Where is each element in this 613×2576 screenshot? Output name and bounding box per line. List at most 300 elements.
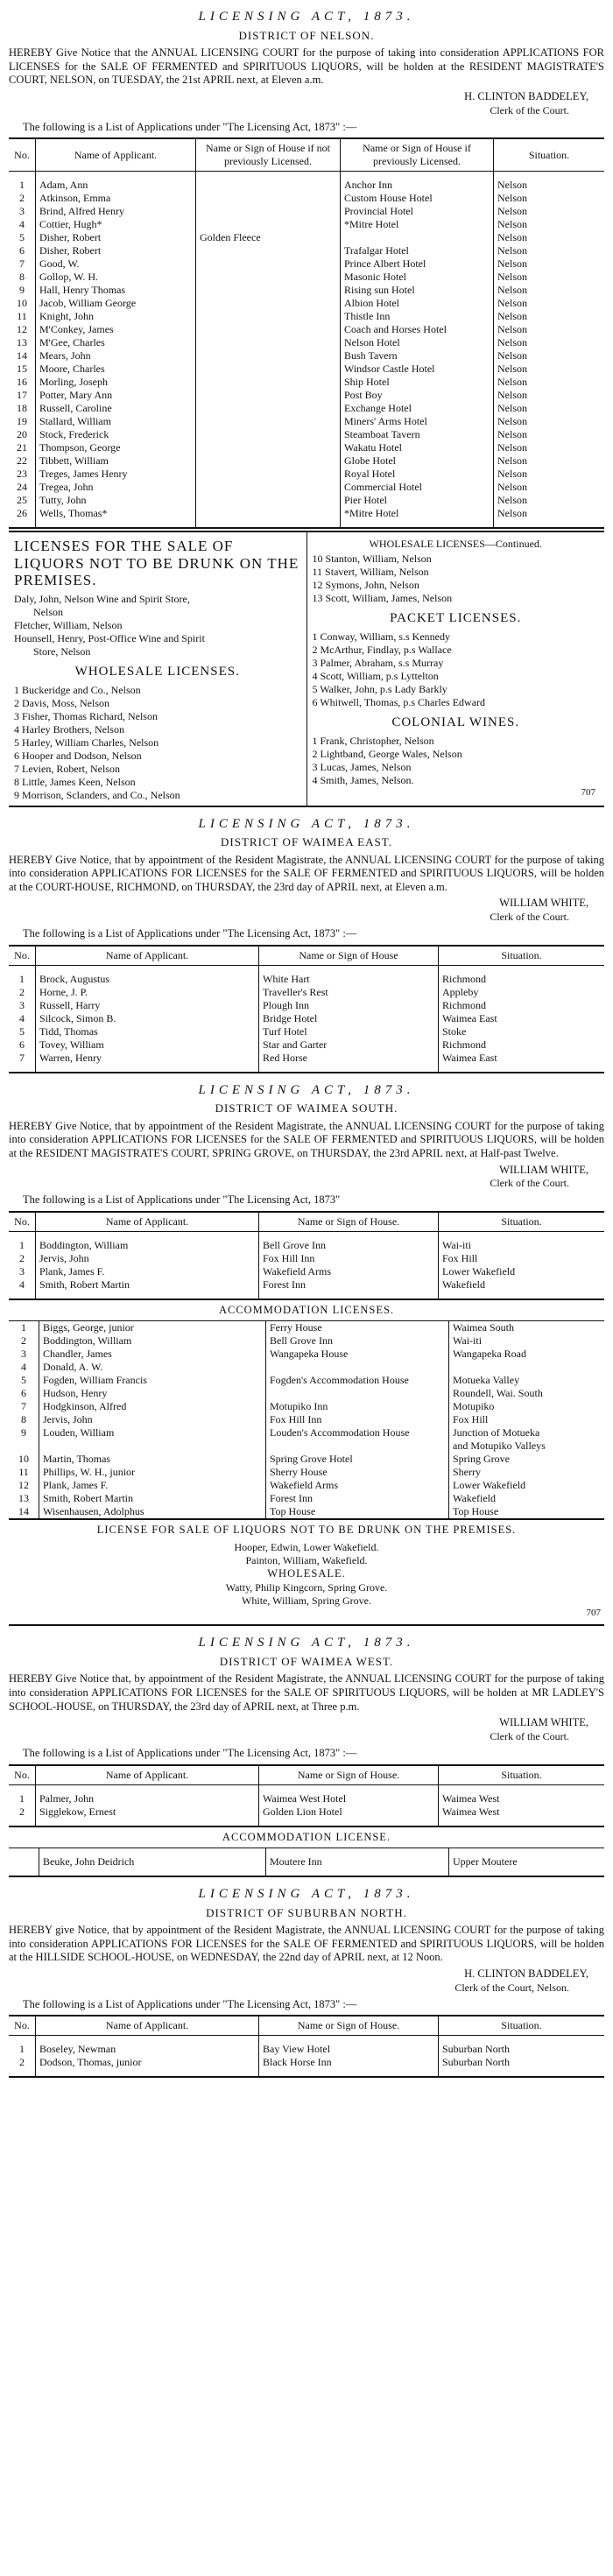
table-row (9, 415, 604, 428)
table-cell: Nelson (497, 389, 527, 402)
list-item: 5 Walker, John, p.s Lady Barkly (312, 682, 447, 695)
table-cell (196, 507, 341, 520)
table-row (9, 1453, 604, 1466)
table-cell: 6 (9, 1387, 39, 1400)
table-row (9, 1038, 604, 1052)
table-cell: 10 (9, 1453, 39, 1466)
column-header: Situation. (439, 946, 605, 966)
list-item: 9 Morrison, Sclanders, and Co., Nelson (14, 788, 180, 801)
table-cell: Stallard, William (36, 415, 196, 428)
list-item: Store, Nelson (33, 644, 91, 658)
column-header: No. (9, 2016, 36, 2036)
list-item: White, William, Spring Grove. (242, 1594, 371, 1607)
table-cell: Tibbett, William (36, 454, 196, 468)
table-row (9, 1334, 604, 1348)
table-cell: Boseley, Newman (36, 2043, 259, 2056)
table-cell: 9 (9, 284, 36, 297)
table-cell: Nelson (497, 310, 527, 323)
notice-text: HEREBY Give Notice that the ANNUAL LICENSING COURT for the purpose of taking into consideration APPLICATIONS FOR LICENSES for the SALE OF FERMENTED and SPIRITUOUS LIQUORS, will be holden at the RESIDENT MAGISTRATE'S COURT, NELSON, on TUESDAY, the 21st APRIL next, at Eleven a.m. (9, 46, 604, 87)
spacer-cell (36, 2069, 259, 2077)
table-cell: Waimea West (442, 1791, 500, 1805)
table-cell: 3 (9, 1265, 36, 1278)
table-row (9, 244, 604, 257)
list-item: Watty, Philip Kingcorn, Spring Grove. (225, 1580, 388, 1594)
table-cell: Wakefield (442, 1277, 486, 1291)
table-cell: Plank, James F. (36, 1265, 259, 1278)
waimea-west-section (9, 1635, 604, 1877)
table-cell: Beuke, John Deidrich (39, 1855, 266, 1869)
table-cell: Cottier, Hugh* (36, 218, 196, 231)
accommodation-table (9, 1848, 604, 1877)
signature: WILLIAM WHITE, (499, 1716, 588, 1729)
table-cell: Nelson (497, 454, 527, 468)
table-cell: Chandler, James (39, 1348, 266, 1361)
spacer-cell (36, 965, 259, 973)
waimea-south-section (9, 1082, 604, 1627)
table-cell: Nelson (497, 428, 527, 441)
table-row (9, 1012, 604, 1025)
table-cell: 17 (9, 389, 36, 402)
table-cell: Lower Wakefield (453, 1479, 526, 1492)
table-cell: Nelson (497, 362, 527, 376)
spacer-row (9, 172, 604, 179)
column-header: Name or Sign of House. (259, 1765, 439, 1785)
section-title: LICENSING ACT, 1873. (198, 816, 415, 831)
spacer-cell (9, 1065, 36, 1073)
list-item: 2 Davis, Moss, Nelson (14, 696, 110, 709)
list-item: 4 Harley Brothers, Nelson (14, 722, 124, 735)
table-cell: Golden Fleece (196, 231, 341, 244)
table-cell: 2 (9, 2056, 36, 2069)
list-item: 13 Scott, William, James, Nelson (312, 592, 453, 605)
table-cell: 13 (9, 1492, 39, 1505)
applications-table (9, 1211, 604, 1300)
list-item: 4 Scott, William, p.s Lyttelton (312, 669, 439, 682)
spacer-cell (9, 1292, 36, 1299)
spacer-row (9, 1231, 604, 1239)
signature: H. CLINTON BADDELEY, (464, 89, 588, 102)
table-cell: 7 (9, 1400, 39, 1413)
table-cell (9, 1439, 39, 1453)
spacer-cell (439, 1231, 605, 1239)
column-header: Name or Sign of House. (259, 2016, 439, 2036)
wholesale-list (9, 1581, 604, 1608)
table-cell: Forest Inn (266, 1492, 449, 1505)
list-item: 6 Hooper and Dodson, Nelson (14, 749, 142, 762)
district-heading: DISTRICT OF WAIMEA SOUTH. (215, 1101, 398, 1116)
spacer-row (9, 1848, 604, 1856)
table-cell: Waimea East (442, 1011, 497, 1024)
table-cell: 20 (9, 428, 36, 441)
table-cell: Junction of Motueka (453, 1426, 540, 1439)
table-cell: Disher, Robert (36, 244, 196, 257)
spacer-cell (259, 1819, 439, 1826)
table-cell: Nelson Hotel (341, 336, 494, 349)
table-cell: Miners' Arms Hotel (341, 415, 494, 428)
table-row (9, 1239, 604, 1252)
table-cell: Boddington, William (39, 1334, 266, 1348)
notice-text: HEREBY Give Notice that, by appointment of the Resident Magistrate, the ANNUAL LICENSING COURT for the purpose of taking into consideration APPLICATIONS FOR LICENSES for the SALE OF SPIRITUOUS LIQUORS, will be holden at MR LADLEY'S SCHOOL-HOUSE, on THURSDAY, the 23rd day of APRIL next, at Three p.m. (9, 1672, 604, 1713)
left-column (9, 532, 307, 805)
table-cell: Nelson (497, 271, 527, 284)
liquor-list (9, 1541, 604, 1567)
table-cell: Nelson (497, 205, 527, 218)
table-cell: Top House (453, 1505, 499, 1518)
table-cell (9, 1855, 39, 1869)
spacer-cell (36, 1065, 259, 1073)
table-cell (196, 468, 341, 481)
table-cell: 5 (9, 1374, 39, 1387)
wholesale-cont-list (313, 553, 600, 605)
table-cell: Stock, Frederick (36, 428, 196, 441)
spacer-cell (36, 172, 196, 179)
spacer-cell (36, 1231, 259, 1239)
table-cell: 1 (9, 2043, 36, 2056)
table-cell: Steamboat Tavern (341, 428, 494, 441)
column-header: Situation. (439, 1765, 605, 1785)
spacer-cell (439, 2069, 605, 2077)
table-cell (196, 454, 341, 468)
table-cell: 21 (9, 441, 36, 454)
spacer-cell (36, 520, 196, 528)
table-cell: Nelson (497, 415, 527, 428)
spacer-row (9, 1869, 604, 1876)
table-cell: Russell, Harry (36, 999, 259, 1012)
list-item: Nelson (33, 605, 63, 618)
table-row (9, 1466, 604, 1479)
table-row (9, 1855, 604, 1869)
table-cell: Hodgkinson, Alfred (39, 1400, 266, 1413)
table-cell: 9 (9, 1426, 39, 1439)
table-cell (266, 1387, 449, 1400)
table-row (9, 494, 604, 507)
table-cell (196, 297, 341, 310)
table-cell: Bell Grove Inn (266, 1334, 449, 1348)
table-cell: Waimea South (453, 1321, 515, 1334)
column-header: No. (9, 1212, 36, 1232)
table-cell: Fogden, William Francis (39, 1374, 266, 1387)
spacer-cell (39, 1848, 266, 1856)
packet-list (313, 630, 600, 709)
table-cell: Waimea West (442, 1805, 500, 1818)
section-title: LICENSING ACT, 1873. (198, 1082, 415, 1097)
table-cell: Disher, Robert (36, 231, 196, 244)
table-cell (196, 349, 341, 362)
list-item: 1 Frank, Christopher, Nelson (312, 734, 434, 747)
list-item: 5 Harley, William Charles, Nelson (14, 735, 159, 749)
spacer-cell (196, 520, 341, 528)
table-cell: 2 (9, 192, 36, 205)
spacer-cell (9, 1784, 36, 1792)
table-cell: Nelson (497, 507, 527, 520)
table-cell: 5 (9, 231, 36, 244)
signature: H. CLINTON BADDELEY, (464, 1967, 588, 1981)
table-cell: Roundell, Wai. South (453, 1387, 543, 1400)
table-cell: Morling, Joseph (36, 376, 196, 389)
table-cell: Spring Grove Hotel (266, 1453, 449, 1466)
table-cell (196, 310, 341, 323)
spacer-cell (449, 1869, 605, 1876)
liquors-list (14, 593, 301, 658)
table-cell: 4 (9, 1278, 36, 1292)
table-cell: 25 (9, 494, 36, 507)
spacer-cell (9, 1869, 39, 1876)
table-row (9, 1400, 604, 1413)
table-cell: Tidd, Thomas (36, 1025, 259, 1038)
table-row (9, 257, 604, 271)
following-line: The following is a List of Applications under "The Licensing Act, 1873" :— (23, 120, 357, 133)
table-row (9, 454, 604, 468)
list-item: Hooper, Edwin, Lower Wakefield. (234, 1541, 379, 1554)
table-cell: 22 (9, 454, 36, 468)
table-cell: Plough Inn (259, 999, 439, 1012)
table-cell: Prince Albert Hotel (341, 257, 494, 271)
spacer-cell (266, 1848, 449, 1856)
table-cell: Ship Hotel (341, 376, 494, 389)
table-cell: 23 (9, 468, 36, 481)
table-cell: Tregea, John (36, 481, 196, 494)
table-cell (196, 415, 341, 428)
table-cell: Bell Grove Inn (259, 1239, 439, 1252)
table-cell (196, 362, 341, 376)
table-row (9, 1792, 604, 1805)
list-item: 4 Smith, James, Nelson. (312, 773, 414, 786)
table-cell: Gollop, W. H. (36, 271, 196, 284)
table-cell: 4 (9, 218, 36, 231)
table-row (9, 323, 604, 336)
table-cell (196, 376, 341, 389)
table-cell: M'Gee, Charles (36, 336, 196, 349)
spacer-cell (494, 172, 605, 179)
spacer-cell (36, 1819, 259, 1826)
spacer-cell (439, 1065, 605, 1073)
table-cell: 2 (9, 986, 36, 999)
table-row (9, 481, 604, 494)
table-cell (196, 389, 341, 402)
spacer-cell (36, 1292, 259, 1299)
list-item: 3 Lucas, James, Nelson (312, 760, 412, 773)
table-cell: Bush Tavern (341, 349, 494, 362)
table-cell: Louden, William (39, 1426, 266, 1439)
table-cell (39, 1439, 266, 1453)
spacer-cell (9, 2069, 36, 2077)
table-row (9, 349, 604, 362)
table-cell: Motupiko Inn (266, 1400, 449, 1413)
table-cell: Richmond (442, 1038, 486, 1051)
following-line: The following is a List of Applications under "The Licensing Act, 1873" :— (23, 927, 357, 940)
table-row (9, 1321, 604, 1335)
table-cell (196, 244, 341, 257)
column-header: Name of Applicant. (36, 2016, 259, 2036)
table-cell: Plank, James F. (39, 1479, 266, 1492)
table-row (9, 389, 604, 402)
reference-number: 707 (586, 1607, 601, 1618)
table-cell: 2 (9, 1334, 39, 1348)
table-cell: Forest Inn (259, 1278, 439, 1292)
list-item: 3 Fisher, Thomas Richard, Nelson (14, 709, 158, 722)
table-row (9, 336, 604, 349)
spacer-cell (259, 1231, 439, 1239)
spacer-cell (259, 1784, 439, 1792)
list-item: 2 Lightband, George Wales, Nelson (312, 747, 462, 760)
table-cell: 12 (9, 323, 36, 336)
table-cell: Upper Moutere (453, 1855, 518, 1869)
table-cell (266, 1439, 449, 1453)
table-cell: Nelson (497, 349, 527, 362)
table-cell (196, 336, 341, 349)
table-cell: Nelson (497, 494, 527, 507)
table-cell: Commercial Hotel (341, 481, 494, 494)
table-cell: Pier Hotel (341, 494, 494, 507)
table-row (9, 999, 604, 1012)
table-cell: Turf Hotel (259, 1025, 439, 1038)
table-cell: Coach and Horses Hotel (341, 323, 494, 336)
table-row (9, 1052, 604, 1065)
spacer-row (9, 2069, 604, 2077)
table-cell: Treges, James Henry (36, 468, 196, 481)
table-cell: Waimea East (442, 1051, 497, 1064)
list-item: Daly, John, Nelson Wine and Spirit Store, (14, 592, 190, 605)
table-row (9, 1439, 604, 1453)
table-cell: Nelson (497, 257, 527, 271)
wholesale-list (14, 684, 301, 802)
district-heading: DISTRICT OF WAIMEA WEST. (219, 1655, 394, 1669)
table-cell: Phillips, W. H., junior (39, 1466, 266, 1479)
table-cell: 3 (9, 999, 36, 1012)
table-cell: Bay View Hotel (259, 2043, 439, 2056)
spacer-cell (494, 520, 605, 528)
table-row (9, 1505, 604, 1519)
table-cell: Richmond (442, 998, 486, 1011)
table-cell (196, 218, 341, 231)
spacer-cell (439, 2036, 605, 2044)
list-item: 10 Stanton, William, Nelson (312, 553, 432, 566)
following-line: The following is a List of Applications under "The Licensing Act, 1873" :— (23, 1746, 357, 1759)
table-cell: Tovey, William (36, 1038, 259, 1052)
list-item: 2 McArthur, Findlay, p.s Wallace (312, 643, 452, 656)
spacer-cell (259, 2036, 439, 2044)
table-cell: Brind, Alfred Henry (36, 205, 196, 218)
table-cell: Jacob, William George (36, 297, 196, 310)
spacer-cell (259, 1292, 439, 1299)
district-heading: DISTRICT OF SUBURBAN NORTH. (206, 1905, 407, 1919)
table-cell: Boddington, William (36, 1239, 259, 1252)
liquors-heading: LICENSES FOR THE SALE OF LIQUORS NOT TO BE DRUNK ON THE PREMISES. (14, 538, 299, 589)
table-cell: Appleby (442, 985, 479, 998)
spacer-cell (341, 520, 494, 528)
table-cell: 11 (9, 310, 36, 323)
column-header: Name of Applicant. (36, 946, 259, 966)
table-cell: 2 (9, 1805, 36, 1819)
table-row (9, 271, 604, 284)
table-cell: Suburban North (442, 2043, 510, 2056)
list-item: 6 Whitwell, Thomas, p.s Charles Edward (312, 695, 486, 708)
table-cell: Wangapeka Road (453, 1348, 526, 1361)
list-item: 12 Symons, John, Nelson (312, 579, 419, 592)
column-header: No. (9, 946, 36, 966)
divider (9, 1624, 604, 1626)
table-cell: 3 (9, 1348, 39, 1361)
table-cell: Wai-iti (442, 1238, 472, 1251)
spacer-cell (9, 1819, 36, 1826)
table-cell: Sherry (453, 1466, 481, 1479)
table-cell: Motupiko (453, 1400, 495, 1413)
table-cell: 1 (9, 973, 36, 986)
table-cell: Black Horse Inn (259, 2056, 439, 2069)
table-cell: 2 (9, 1252, 36, 1265)
table-row (9, 1479, 604, 1492)
table-cell: Smith, Robert Martin (39, 1492, 266, 1505)
table-cell: Biggs, George, junior (39, 1321, 266, 1335)
spacer-row (9, 1784, 604, 1792)
signature: WILLIAM WHITE, (499, 897, 588, 910)
table-cell: Red Horse (259, 1052, 439, 1065)
table-row (9, 1387, 604, 1400)
table-cell (196, 284, 341, 297)
list-item: 1 Conway, William, s.s Kennedy (312, 630, 450, 643)
table-row (9, 1025, 604, 1038)
column-header: Name or Sign of House. (259, 1212, 439, 1232)
table-cell: Nelson (497, 244, 527, 257)
table-cell: 7 (9, 257, 36, 271)
spacer-cell (439, 1292, 605, 1299)
column-header: Name of Applicant. (36, 138, 196, 172)
wholesale-heading: WHOLESALE LICENSES. (74, 664, 240, 679)
table-row (9, 2056, 604, 2069)
table-cell: Star and Garter (259, 1038, 439, 1052)
table-row (9, 1348, 604, 1361)
table-row (9, 1361, 604, 1374)
wholesale-heading: WHOLESALE. (267, 1567, 346, 1580)
column-header: Situation. (439, 1212, 605, 1232)
spacer-cell (9, 1848, 39, 1856)
table-cell: Jervis, John (39, 1413, 266, 1426)
table-cell: Wells, Thomas* (36, 507, 196, 520)
table-cell: Anchor Inn (341, 179, 494, 192)
table-cell: Russell, Caroline (36, 402, 196, 415)
suburban-north-section (9, 1886, 604, 2078)
table-cell: 12 (9, 1479, 39, 1492)
spacer-row (9, 520, 604, 528)
clerk-title: Clerk of the Court. (490, 1177, 569, 1190)
district-heading: DISTRICT OF WAIMEA EAST. (221, 835, 392, 849)
table-cell (196, 192, 341, 205)
list-item: Painton, William, Wakefield. (245, 1554, 368, 1567)
column-header: No. (9, 1765, 36, 1785)
table-cell: Wisenhausen, Adolphus (39, 1505, 266, 1519)
table-cell: Donald, A. W. (39, 1361, 266, 1374)
table-cell (449, 1361, 605, 1374)
table-cell: Custom House Hotel (341, 192, 494, 205)
table-row (9, 376, 604, 389)
section-title: LICENSING ACT, 1873. (198, 10, 415, 24)
table-cell: 7 (9, 1052, 36, 1065)
spacer-row (9, 1819, 604, 1826)
notice-text: HEREBY give Notice, that by appointment of the Resident Magistrate, the ANNUAL LICENSING COURT for the purpose of taking into consideration APPLICATIONS FOR LICENSES for the SALE OF FERMENTED and SPIRITUOUS LIQUORS, will be holden at the HILLSIDE SCHOOL-HOUSE, on WEDNESDAY, the 22nd day of APRIL next, at 12 Noon. (9, 1924, 604, 1964)
table-cell: Nelson (497, 192, 527, 205)
table-cell: Wakatu Hotel (341, 441, 494, 454)
table-cell: Wakefield Arms (266, 1479, 449, 1492)
table-cell: 4 (9, 1012, 36, 1025)
table-row (9, 2043, 604, 2056)
table-cell: Wakefield (453, 1492, 497, 1505)
list-item: 1 Buckeridge and Co., Nelson (14, 683, 141, 696)
table-row (9, 402, 604, 415)
table-row (9, 284, 604, 297)
table-cell: Adam, Ann (36, 179, 196, 192)
table-cell: Royal Hotel (341, 468, 494, 481)
table-cell: Nelson (497, 336, 527, 349)
